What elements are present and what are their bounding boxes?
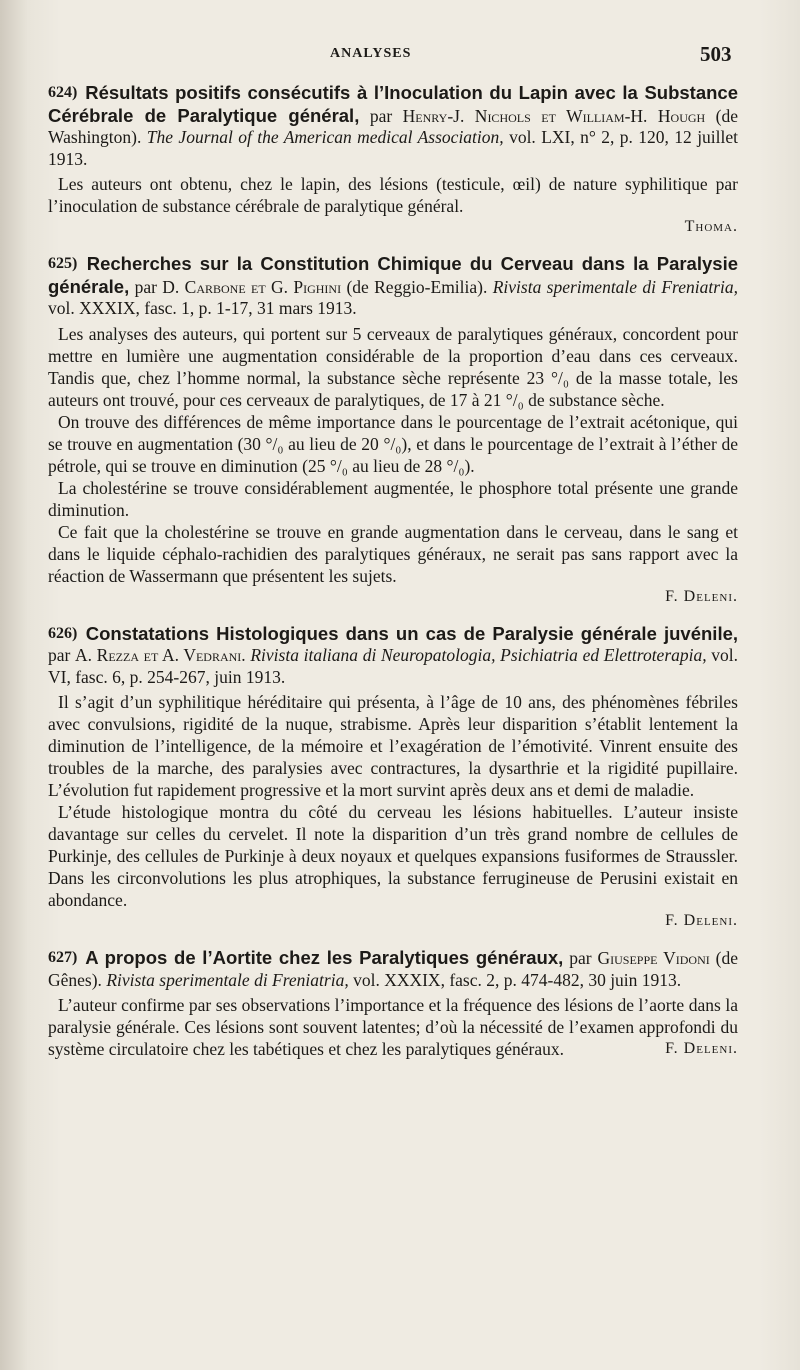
entry-title: Constatations Histologiques dans un cas de Paralysie générale juvénile, (85, 622, 739, 644)
entry-title: A propos de l’Aortite chez les Paralytiques généraux, (85, 947, 564, 968)
entry-citation: vol. XXXIX, fasc. 2, p. 474-482, 30 juin 1913. (353, 969, 682, 990)
entry-citation: vol. LXI, n° 2, p. 120, 12 juillet 1913. (48, 127, 739, 169)
abstract-entry (48, 253, 738, 607)
entry-heading (48, 623, 738, 689)
entry-by: par (569, 948, 592, 968)
entry-paragraph: La cholestérine se trouve considérablement augmentée, le phosphore total présente une grande diminution. (48, 477, 738, 520)
page-number: 503 (700, 42, 732, 66)
entry-by: par (134, 276, 157, 297)
entry-number: 626) (48, 624, 78, 642)
entry-heading (48, 82, 738, 170)
entry-authors: Giuseppe Vidoni (597, 948, 710, 968)
entry-heading (48, 947, 738, 991)
entry-paragraph (48, 994, 738, 1060)
entry-number: 624) (48, 84, 78, 101)
entry-by: par (48, 645, 71, 665)
running-head-title: ANALYSES (330, 46, 412, 61)
running-head (0, 42, 800, 66)
entry-title: Résultats positifs consécutifs à l’Inoculation du Lapin avec la Substance Cérébrale de Paralytique général, (48, 82, 739, 126)
entry-paragraph: On trouve des différences de même importance dans le pourcentage de l’extrait acétonique, qui se trouve en augmentation (30 °/₀ au lieu de 20 °/₀), et dans le pourcentage de l’extrait à l’éther de pétrole, qui se trouve en diminution (25 °/₀ au lieu de 28 °/₀). (48, 411, 738, 476)
entry-paragraph: Les analyses des auteurs, qui portent sur 5 cerveaux de paralytiques généraux, concordent pour mettre en lumière une augmentation considérable de la proportion d’eau dans ces cerveaux. Tandis que, chez l’homme normal, la substance sèche représente 23 °/₀ de la masse totale, les auteurs ont trouvé, pour ces cerveaux de paralytiques, de 17 à 21 °/₀ de substance sèche. (48, 323, 738, 410)
entry-affiliation: (de Gênes). (48, 948, 739, 990)
entry-citation: vol. VI, fasc. 6, p. 254-267, juin 1913. (48, 645, 739, 687)
entry-journal: Rivista italiana di Neuropatologia, Psichiatria ed Elettroterapia, (250, 645, 707, 665)
entry-paragraph-text: L’auteur confirme par ses observations l’importance et la fréquence des lésions de l’aorte dans la paralysie générale. Ces lésions sont souvent latentes; d’où la nécessité de l’examen approfondi du système circulatoire chez les tabétiques et chez les paralytiques généraux. (48, 995, 738, 1059)
entry-title: Recherches sur la Constitution Chimique du Cerveau dans la Paralysie générale, (48, 253, 738, 297)
abstract-entry (48, 947, 738, 1060)
entry-paragraph: Il s’agit d’un syphilitique héréditaire qui présenta, à l’âge de 10 ans, des phénomènes fébriles avec convulsions, rigidité de la nuque, strabisme. Après leur disparition s’établit lentement la diminution de l’intelligence, de la mémoire et l’exagération de l’émotivité. Vinrent ensuite des troubles de la marche, des paralysies avec contractures, la dysarthrie et la rigidité pupillaire. L’évolution fut rapidement progressive et la mort survint après deux ans et demi de maladie. (48, 692, 738, 800)
entry-signature: F. Deleni. (665, 1040, 738, 1057)
entry-journal: Rivista sperimentale di Freniatria, (492, 276, 738, 297)
entry-signature: F. Deleni. (665, 587, 738, 605)
page-content (48, 82, 738, 1076)
abstract-entry (48, 82, 738, 237)
entry-number: 625) (48, 255, 78, 272)
entry-paragraph: Ce fait que la cholestérine se trouve en grande augmentation dans le cerveau, dans le sang et dans le liquide céphalo-rachidien des paralytiques généraux, ne serait pas sans rapport avec la réaction de Wassermann que présentent les sujets. (48, 521, 738, 586)
entry-authors: Henry-J. Nichols et William-H. Hough (402, 105, 706, 126)
entry-authors: A. Rezza et A. Vedrani. (75, 645, 246, 665)
entry-authors: D. Carbone et G. Pighini (162, 276, 342, 297)
entry-citation: vol. XXXIX, fasc. 1, p. 1-17, 31 mars 1913. (48, 298, 357, 318)
entry-signature: Thoma. (684, 218, 738, 235)
entry-paragraph: Les auteurs ont obtenu, chez le lapin, des lésions (testicule, œil) de nature syphilitique par l’inoculation de substance cérébrale de paralytique général. (48, 174, 738, 216)
entry-number: 627) (48, 949, 78, 966)
entry-journal: The Journal of the American medical Association, (146, 127, 504, 147)
entry-affiliation: (de Reggio-Emilia). (346, 276, 488, 297)
entry-paragraph: L’étude histologique montra du côté du cerveau les lésions habituelles. L’auteur insiste davantage sur celles du cervelet. Il note la disparition d’un très grand nombre de cellules de Purkinje, des cellules de Purkinje à deux noyaux et quelques expansions fusiformes de Straussler. Dans les circonvolutions les plus atrophiques, la substance ferrugineuse de Perusini existait en abondance. (48, 802, 738, 910)
entry-signature: F. Deleni. (665, 912, 738, 929)
entry-by: par (369, 105, 393, 126)
entry-heading (48, 253, 738, 320)
abstract-entry (48, 623, 738, 932)
entry-journal: Rivista sperimentale di Freniatria, (106, 969, 349, 990)
entry-affiliation: (de Washington). (48, 105, 739, 147)
